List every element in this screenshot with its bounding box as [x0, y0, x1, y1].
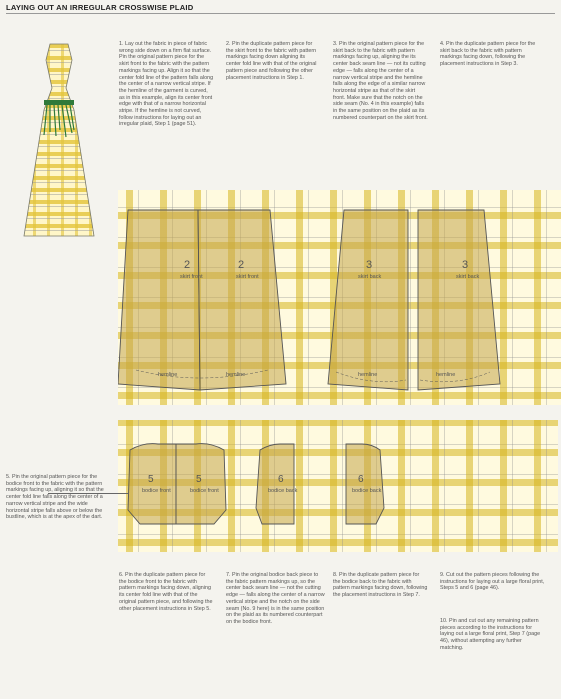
piece-number-2: 2 [184, 259, 191, 271]
step-3-caption: 3. Pin the original pattern piece for the skirt back to the fabric with pattern markings facing up, aligning the its center back seam line — not its cutting edge — falls along the center of a narrow vertical stripe and the hemline falls along the edge of a similar narrow horizontal stripe as that of the skirt front. Make sure that the notch on the side seam (No. 4 in this example) falls in the same position on the plaid as its numbered counterpart on the skirt front. [333, 41, 428, 121]
bodice-back-duplicate-piece [346, 444, 384, 524]
piece-number-2-mirror: 2 [238, 259, 245, 271]
step-6-caption: 6. Pin the duplicate pattern piece for the bodice front to the fabric with pattern markings facing down, aligning its center fold line with that of the original pattern piece, and following the other placement instructions in Step 5. [119, 572, 213, 612]
bodice-back-label-mirror: bodice back [352, 488, 382, 494]
skirt-back-duplicate-piece [418, 210, 500, 390]
skirt-back-label: skirt back [358, 274, 382, 280]
step-8-caption: 8. Pin the duplicate pattern piece for the bodice back to the fabric with pattern markings facing down, following the placement instructions in Step 7. [333, 572, 428, 599]
skirt-front-duplicate-piece [198, 210, 286, 390]
step-9-caption: 9. Cut out the pattern pieces following the instructions for laying out a large floral print, Steps 5 and 6 (page 46). [440, 572, 545, 592]
hemline-label-2: hemline [226, 372, 246, 378]
bodice-pattern-layout [118, 420, 558, 552]
piece-number-5: 5 [148, 474, 154, 485]
skirt-front-label: skirt front [180, 274, 203, 280]
bodice-back-original-piece [256, 444, 294, 524]
skirt-front-original-piece [118, 210, 200, 390]
hemline-label-1: hemline [158, 372, 178, 378]
skirt-back-label-mirror: skirt back [456, 274, 480, 280]
skirt-pattern-layout [118, 190, 561, 405]
step-7-caption: 7. Pin the original bodice back piece to the fabric pattern markings up, so the center back seam line — not the cutting edge — falls along the center of a narrow vertical stripe and the notch on the side seam (No. 9 here) is in the same position on the plaid as its numbered counterpart on the bodice front. [226, 572, 325, 625]
skirt-front-label-mirror: skirt front [236, 274, 259, 280]
hemline-label-4: hemline [436, 372, 456, 378]
step-2-caption: 2. Pin the duplicate pattern piece for the skirt front to the fabric with pattern markings facing down aligning its center fold line with that of the original pattern piece and following the other placement instructions in Step 1. [226, 41, 317, 81]
skirt-back-original-piece [328, 210, 408, 390]
step-5-caption: 5. Pin the original pattern piece for the bodice front to the fabric with the pattern markings facing up, aligning it so that the center fold line falls along the center of a narrow vertical stripe and the wide horizontal stripe falls above or below the bustline, which is at the apex of the dart. [6, 474, 104, 521]
page-title: LAYING OUT AN IRREGULAR CROSSWISE PLAID [6, 3, 194, 12]
dress-illustration [14, 40, 104, 240]
title-rule [6, 13, 555, 14]
piece-number-3: 3 [366, 259, 373, 271]
step-10-caption: 10. Pin and cut out any remaining pattern pieces according to the instructions for laying out a large floral print, Step 7 (page 46), without attempting any further matching. [440, 618, 541, 651]
step-4-caption: 4. Pin the duplicate pattern piece for the skirt back to the fabric with pattern markings facing down, following the placement instructions in Step 3. [440, 41, 536, 68]
piece-number-3-mirror: 3 [462, 259, 469, 271]
piece-number-6: 6 [278, 474, 284, 485]
bodice-front-label-mirror: bodice front [190, 488, 219, 494]
hemline-label-3: hemline [358, 372, 378, 378]
step-1-caption: 1. Lay out the fabric in piece of fabric wrong side down on a firm flat surface. Pin the original pattern piece for the skirt front to the fabric with the pattern markings facing up. Align it so that the center fold line of the pattern falls along the center of a narrow vertical stripe. If the hemline of the garment is curved, as in this example, align its center front edge with that of a narrow horizontal stripe. If the hemline is not curved, follow instructions for laying out an irregular plaid, Step 1 (page 51). [119, 41, 214, 128]
bodice-back-label: bodice back [268, 488, 298, 494]
piece-number-5-mirror: 5 [196, 474, 202, 485]
piece-number-6-mirror: 6 [358, 474, 364, 485]
bodice-front-label: bodice front [142, 488, 171, 494]
